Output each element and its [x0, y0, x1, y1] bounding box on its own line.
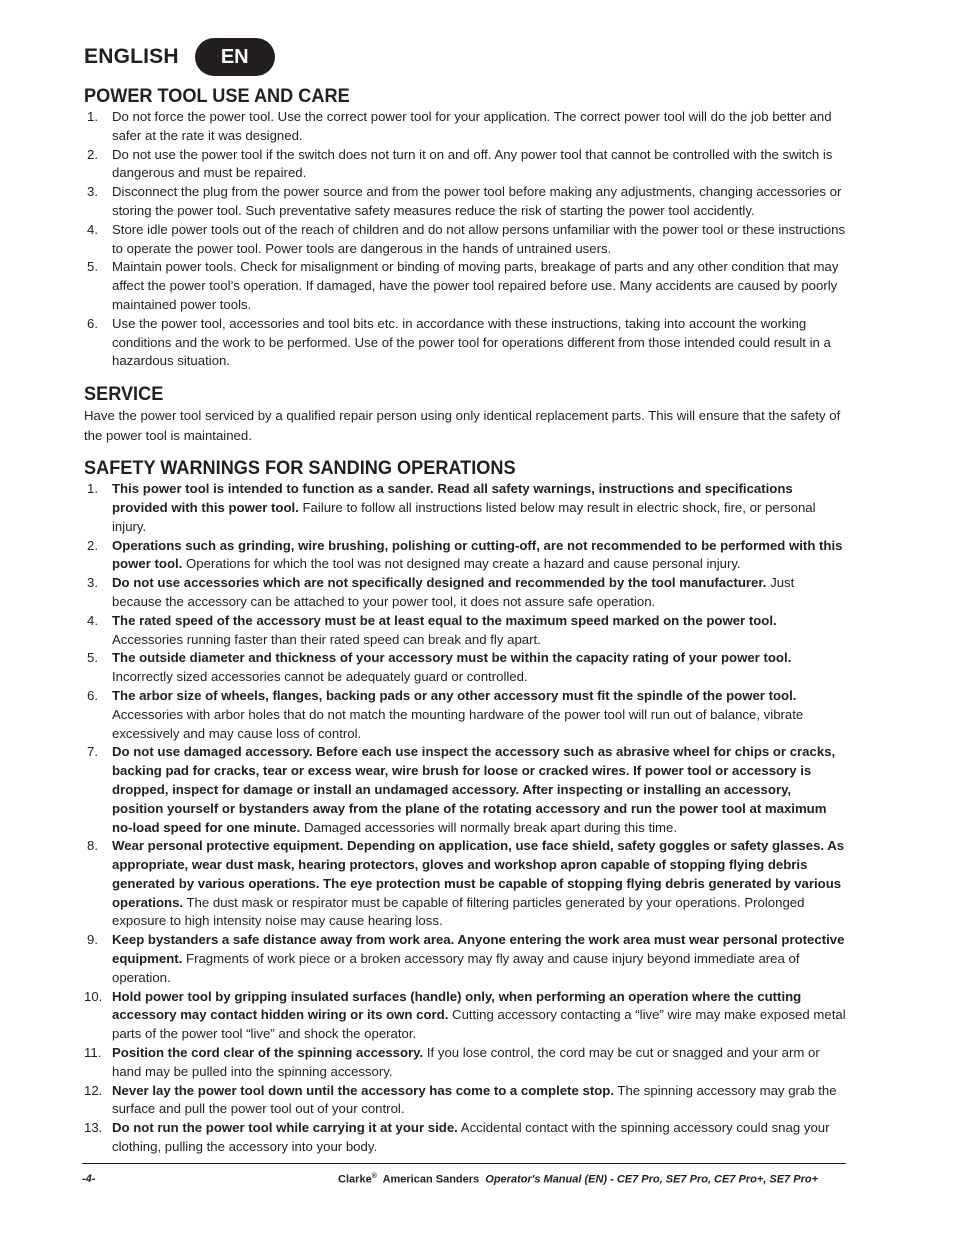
list-item: [84, 931, 846, 987]
item-bold-text: Do not use accessories which are not specifically designed and recommended by the tool manufacturer.: [112, 575, 767, 591]
item-text: Store idle power tools out of the reach of children and do not allow persons unfamiliar with the power tool or these instructions to operate the power tool. Power tools are dangerous in the hands of untrained users.: [112, 221, 846, 256]
item-bold-text: This power tool is intended to function as a sander. Read all safety warnings, instructions and specifications provided with this power tool.: [112, 481, 793, 515]
section-title: POWER TOOL USE AND CARE: [84, 85, 350, 107]
item-text: Cutting accessory contacting a “live” wire may make exposed metal parts of the power tool “live” and shock the operator.: [112, 1007, 846, 1042]
page-footer: [82, 1173, 818, 1186]
manual-name: Operator's Manual (EN) - CE7 Pro, SE7 Pro, CE7 Pro+, SE7 Pro+: [485, 1173, 818, 1186]
item-text: Accessories with arbor holes that do not match the mounting hardware of the power tool will run out of balance, vibrate excessively and may cause loss of control.: [112, 706, 804, 741]
item-number: 10.: [84, 988, 103, 1004]
item-number: 7.: [87, 744, 98, 760]
item-bold-text: Operations such as grinding, wire brushing, polishing or cutting-off, are not recommended to be performed with this power tool.: [112, 537, 843, 572]
item-bold-text: Position the cord clear of the spinning accessory.: [112, 1045, 424, 1061]
language-badge: EN: [195, 38, 275, 76]
item-text: The spinning accessory may grab the surface and pull the power tool out of your control.: [112, 1082, 837, 1117]
item-number: 6.: [87, 315, 98, 331]
list-item: [84, 649, 846, 687]
item-text: Do not use the power tool if the switch does not turn it on and off. Any power tool that cannot be controlled with the switch is dangerous and must be repaired.: [112, 146, 833, 181]
item-text: Maintain power tools. Check for misalignment or binding of moving parts, breakage of parts and any other condition that may affect the power tool’s operation. If damaged, have the power tool repaired before use. Many accidents are caused by poorly maintained power tools.: [112, 259, 839, 312]
section-title: SERVICE: [84, 383, 164, 406]
item-number: 2.: [87, 146, 98, 162]
list-item: [84, 183, 846, 221]
item-text: Operations for which the tool was not designed may create a hazard and cause personal injury.: [182, 556, 741, 572]
page-number: -4-: [82, 1173, 96, 1185]
item-bold-text: The arbor size of wheels, flanges, backing pads or any other accessory must fit the spindle of the power tool.: [112, 687, 797, 703]
item-text: The dust mask or respirator must be capable of filtering particles generated by your operations. Prolonged exposure to high intensity noise may cause hearing loss.: [112, 894, 805, 929]
item-bold-text: The rated speed of the accessory must be at least equal to the maximum speed marked on the power tool.: [112, 612, 777, 628]
section-power-tool-use: [84, 84, 846, 371]
item-number: 1.: [87, 109, 98, 124]
numbered-list: [84, 108, 846, 371]
list-item: [84, 574, 846, 612]
numbered-list: [84, 480, 846, 1157]
item-number: 12.: [84, 1082, 103, 1098]
item-text: Failure to follow all instructions listed below may result in electric shock, fire, or personal injury.: [112, 499, 816, 534]
list-item: [84, 315, 846, 371]
service-paragraph: Have the power tool serviced by a qualified repair person using only identical replacement parts. This will ensure that the safety of the power tool is maintained.: [84, 408, 841, 443]
item-text: Fragments of work piece or a broken accessory may fly away and cause injury beyond immediate area of operation.: [112, 951, 800, 985]
list-item: [84, 743, 846, 837]
item-text: Damaged accessories will normally break apart during this time.: [300, 819, 678, 835]
brand-name: Clarke: [338, 1173, 372, 1186]
item-text: Accessories running faster than their rated speed can break and fly apart.: [112, 631, 541, 647]
list-item: [84, 687, 846, 743]
item-text: If you lose control, the cord may be cut or snagged and your arm or hand may be pulled into the spinning accessory.: [112, 1045, 820, 1079]
company-name: American Sanders: [376, 1173, 486, 1186]
item-bold-text: The outside diameter and thickness of your accessory must be within the capacity rating of your power tool.: [112, 650, 792, 666]
list-item: [84, 1119, 846, 1157]
list-item: [84, 480, 846, 536]
list-item: [84, 1044, 846, 1082]
item-bold-text: Hold power tool by gripping insulated surfaces (handle) only, when performing an operation where the cutting accessory may contact hidden wiring or its own cord.: [112, 988, 802, 1023]
item-text: Do not force the power tool. Use the correct power tool for your application. The correct power tool will do the job better and safer at the rate it was designed.: [112, 109, 832, 143]
list-item: [84, 837, 846, 931]
language-header: [84, 38, 275, 76]
item-number: 4.: [87, 221, 98, 237]
list-item: [84, 612, 846, 650]
language-label: ENGLISH: [84, 45, 179, 68]
list-item: [84, 988, 846, 1044]
item-number: 5.: [87, 650, 98, 666]
item-bold-text: Wear personal protective equipment. Depending on application, use face shield, safety goggles or safety glasses. As appropriate, wear dust mask, hearing protectors, gloves and workshop apron capable of stopping flying debris generated by various operations. The eye protection must be capable of stopping flying debris generated by various operations.: [112, 838, 845, 910]
item-number: 13.: [84, 1120, 103, 1136]
list-item: [84, 258, 846, 314]
list-item: [84, 146, 846, 184]
item-text: Just because the accessory can be attached to your power tool, it does not assure safe operation.: [112, 575, 795, 609]
item-bold-text: Never lay the power tool down until the accessory has come to a complete stop.: [112, 1082, 614, 1098]
item-number: 3.: [87, 575, 98, 591]
item-number: 5.: [87, 259, 98, 275]
list-item: [84, 1082, 846, 1120]
list-item: [84, 537, 846, 575]
item-text: Accidental contact with the spinning accessory could snag your clothing, pulling the accessory into your body.: [112, 1120, 830, 1155]
section-sanding-warnings: [84, 456, 846, 1157]
item-bold-text: Do not use damaged accessory. Before each use inspect the accessory such as abrasive wheel for chips or cracks, backing pad for cracks, tear or excess wear, wire brush for loose or cracked wires. If power tool or accessory is dropped, inspect for damage or install an undamaged accessory. After inspecting or installing an accessory, position yourself or bystanders away from the plane of the rotating accessory and run the power tool at maximum no-load speed for one minute.: [112, 744, 836, 835]
item-text: Incorrectly sized accessories cannot be adequately guard or controlled.: [112, 669, 528, 685]
footer-divider: [82, 1163, 846, 1164]
section-title: SAFETY WARNINGS FOR SANDING OPERATIONS: [84, 457, 516, 480]
page-content: [84, 84, 846, 1168]
list-item: [84, 221, 846, 259]
item-number: 6.: [87, 687, 98, 703]
manual-title: [338, 1173, 818, 1186]
item-number: 8.: [87, 838, 98, 854]
item-number: 9.: [87, 932, 98, 948]
section-service: [84, 382, 846, 445]
item-text: Disconnect the plug from the power source and from the power tool before making any adjustments, changing accessories or storing the power tool. Such preventative safety measures reduce the risk of starting the power tool accidently.: [112, 184, 842, 218]
item-number: 11.: [84, 1045, 102, 1061]
item-text: Use the power tool, accessories and tool bits etc. in accordance with these instructions, taking into account the working conditions and the work to be performed. Use of the power tool for operations different from those intended could result in a hazardous situation.: [112, 315, 831, 369]
item-bold-text: Keep bystanders a safe distance away from work area. Anyone entering the work area must wear personal protective equipment.: [112, 932, 845, 967]
list-item: [84, 108, 846, 146]
item-number: 4.: [87, 612, 98, 628]
item-number: 3.: [87, 184, 98, 200]
item-number: 2.: [87, 537, 98, 553]
registered-mark: ®: [371, 1173, 377, 1180]
item-number: 1.: [87, 481, 98, 497]
item-bold-text: Do not run the power tool while carrying it at your side.: [112, 1120, 458, 1136]
